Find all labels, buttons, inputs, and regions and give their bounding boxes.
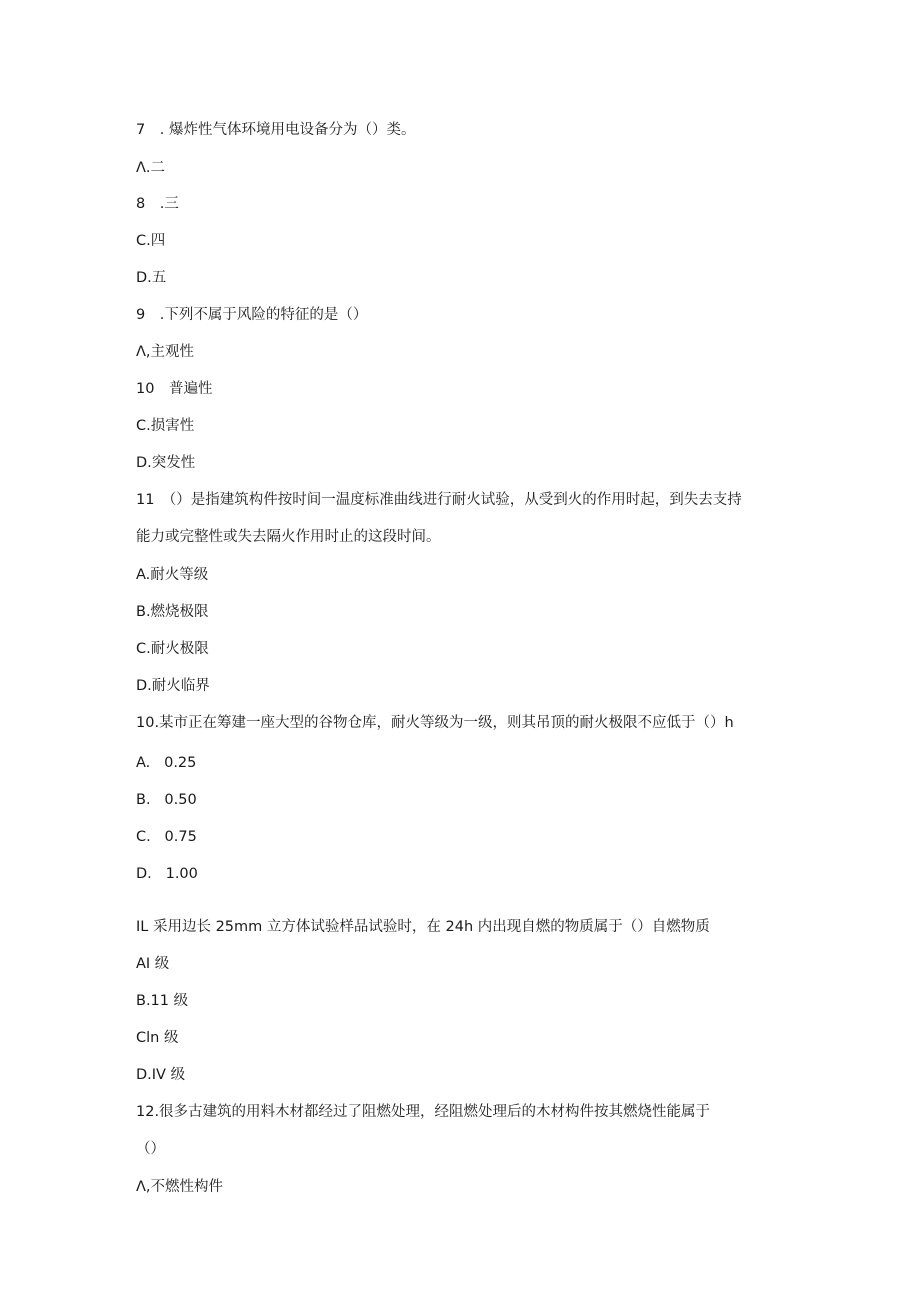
option-c: Cln 级 bbox=[136, 1030, 179, 1046]
option-b: B.燃烧极限 bbox=[136, 604, 209, 620]
option-d: D. 1.00 bbox=[136, 866, 198, 882]
question-11: 11 （）是指建筑构件按时间一温度标准曲线进行耐火试验，从受到火的作用时起，到失去支持 bbox=[136, 492, 742, 508]
question-il: IL 采用边长 25mm 立方体试验样品试验时，在 24h 内出现自燃的物质属于（）自燃物质 bbox=[136, 919, 710, 935]
option-a: Λ,不燃性构件 bbox=[136, 1179, 224, 1195]
question-7: 7 . 爆炸性气体环境用电设备分为（）类。 bbox=[136, 122, 416, 138]
option-c: C.损害性 bbox=[136, 418, 195, 434]
question-11-continued: 能力或完整性或失去隔火作用时止的这段时间。 bbox=[136, 529, 441, 545]
option-d: D.五 bbox=[136, 270, 167, 286]
option-a: A. 0.25 bbox=[136, 755, 197, 771]
option-a: AI 级 bbox=[136, 956, 170, 972]
question-9: 9 .下列不属于风险的特征的是（） bbox=[136, 307, 368, 323]
question-12-blank: （） bbox=[136, 1141, 165, 1157]
option-b: B.11 级 bbox=[136, 993, 189, 1009]
question-10: 10.某市正在筹建一座大型的谷物仓库，耐火等级为一级，则其吊顶的耐火极限不应低于（）h bbox=[136, 715, 734, 731]
option-a: Λ.二 bbox=[136, 160, 166, 176]
question-12: 12.很多古建筑的用料木材都经过了阻燃处理，经阻燃处理后的木材构件按其燃烧性能属于 bbox=[136, 1104, 711, 1120]
option-a: A.耐火等级 bbox=[136, 567, 209, 583]
option-b: 8 .三 bbox=[136, 196, 179, 212]
option-a: Λ,主观性 bbox=[136, 344, 195, 360]
option-d: D.耐火临界 bbox=[136, 678, 210, 694]
option-d: D.IV 级 bbox=[136, 1067, 186, 1083]
option-c: C. 0.75 bbox=[136, 829, 197, 845]
option-c: C.耐火极限 bbox=[136, 641, 209, 657]
option-b: B. 0.50 bbox=[136, 792, 197, 808]
option-b: 10 普遍性 bbox=[136, 381, 213, 397]
option-c: C.四 bbox=[136, 233, 166, 249]
option-d: D.突发性 bbox=[136, 455, 196, 471]
